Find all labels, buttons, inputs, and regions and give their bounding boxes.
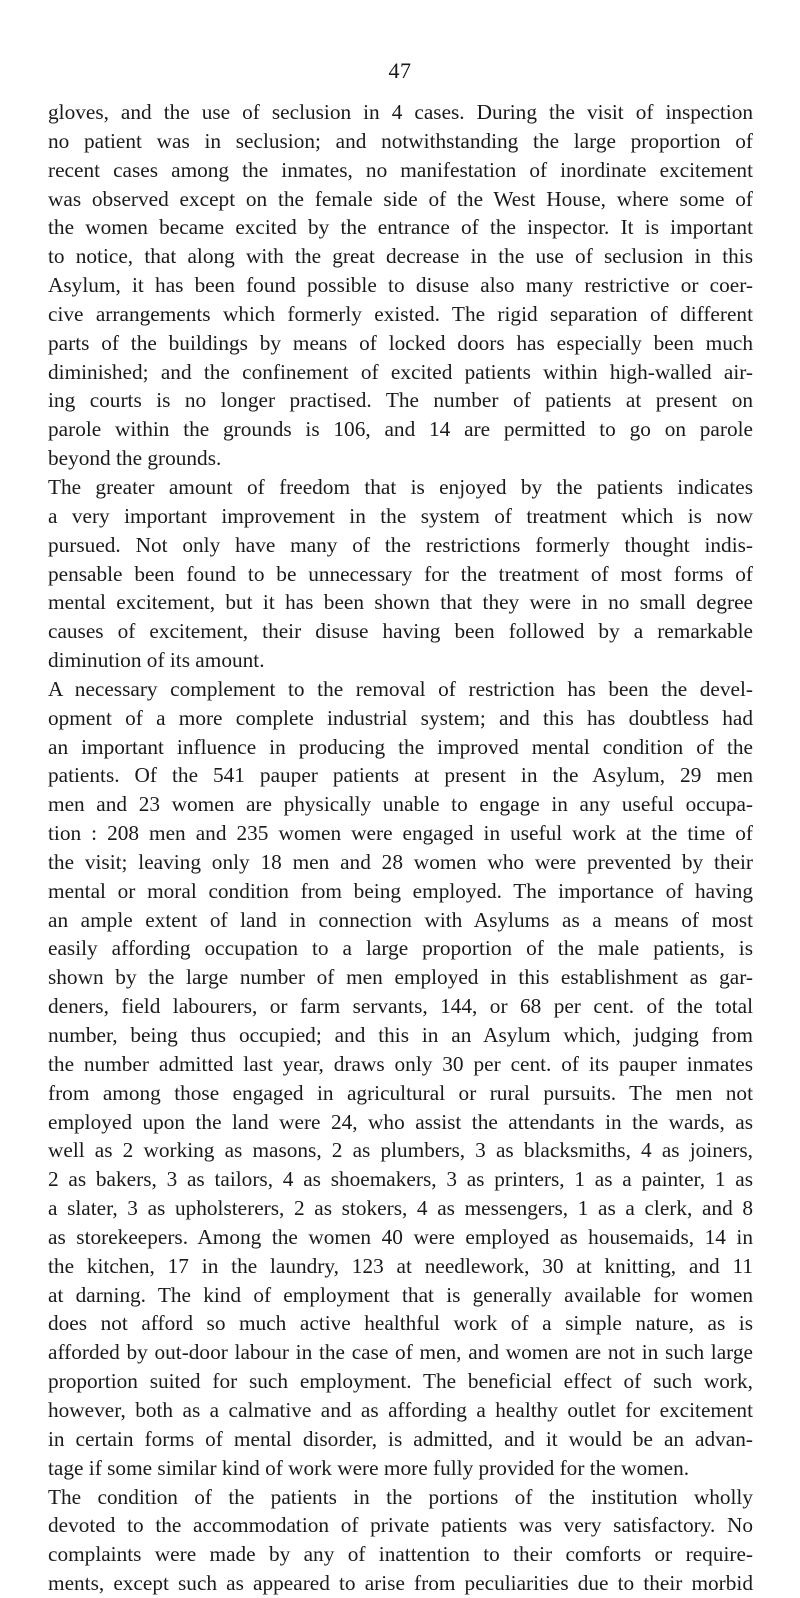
text-line: gloves, and the use of seclusion in 4 cases. During the visit of inspection <box>48 100 753 124</box>
text-line: 2 as bakers, 3 as tailors, 4 as shoemakers, 3 as printers, 1 as a painter, 1 as <box>48 1167 753 1192</box>
text-line: easily affording occupation to a large proportion of the male patients, is <box>48 936 753 961</box>
text-line: however, both as a calmative and as affording a healthy outlet for excitement <box>48 1397 753 1422</box>
text-line: ing courts is no longer practised. The number of patients at present on <box>48 388 753 413</box>
text-line: no patient was in seclusion; and notwithstanding the large proportion of <box>48 128 753 153</box>
text-line: recent cases among the inmates, no manifestation of inordinate excitement <box>48 157 753 182</box>
text-line: the number admitted last year, draws only 30 per cent. of its pauper inmates <box>48 1051 753 1076</box>
text-line: number, being thus occupied; and this in an Asylum which, judging from <box>48 1023 753 1047</box>
text-line: proportion suited for such employment. The beneficial effect of such work, <box>48 1369 753 1394</box>
text-line: an important influence in producing the improved mental condition of the <box>48 734 753 759</box>
text-line: complaints were made by any of inattention to their comforts or require- <box>48 1542 753 1567</box>
text-line: mental excitement, but it has been shown that they were in no small degree <box>48 590 753 615</box>
text-line: tion : 208 men and 235 women were engaged in useful work at the time of <box>48 821 753 846</box>
text-line: afforded by out-door labour in the case of men, and women are not in such large <box>48 1340 753 1365</box>
text-line: tage if some similar kind of work were more fully provided for the women. <box>48 1455 690 1480</box>
text-line: cive arrangements which formerly existed. The rigid separation of different <box>48 301 753 326</box>
text-line: as storekeepers. Among the women 40 were employed as housemaids, 14 in <box>48 1224 753 1249</box>
text-line: diminution of its amount. <box>48 648 265 673</box>
text-line: well as 2 working as masons, 2 as plumbers, 3 as blacksmiths, 4 as joiners, <box>48 1138 753 1163</box>
text-line: men and 23 women are physically unable to engage in any useful occupa- <box>48 792 753 817</box>
text-line: beyond the grounds. <box>48 446 222 471</box>
text-line: an ample extent of land in connection with Asylums as a means of most <box>48 907 753 932</box>
text-line: patients. Of the 541 pauper patients at present in the Asylum, 29 men <box>48 763 753 788</box>
text-line: from among those engaged in agricultural or rural pursuits. The men not <box>48 1080 753 1105</box>
text-line: ments, except such as appeared to arise from peculiarities due to their morbid <box>48 1571 753 1596</box>
text-line: devoted to the accommodation of private patients was very satisfactory. No <box>48 1513 753 1538</box>
text-line: the kitchen, 17 in the laundry, 123 at needlework, 30 at knitting, and 11 <box>48 1253 753 1278</box>
body-text <box>48 98 753 1598</box>
text-line: causes of excitement, their disuse having been followed by a remarkable <box>48 619 753 644</box>
text-line: does not afford so much active healthful work of a simple nature, as is <box>48 1311 753 1336</box>
text-line: pursued. Not only have many of the restrictions formerly thought indis- <box>48 532 753 557</box>
text-line: parts of the buildings by means of locked doors has especially been much <box>48 330 753 355</box>
text-line: at darning. The kind of employment that is generally available for women <box>48 1282 753 1307</box>
text-line: diminished; and the confinement of excited patients within high-walled air- <box>48 359 753 384</box>
text-line: employed upon the land were 24, who assist the attendants in the wards, as <box>48 1109 753 1134</box>
text-line: to notice, that along with the great decrease in the use of seclusion in this <box>48 244 753 269</box>
text-line: pensable been found to be unnecessary for the treatment of most forms of <box>48 561 753 586</box>
text-line: the visit; leaving only 18 men and 28 women who were prevented by their <box>48 849 753 874</box>
text-line: a very important improvement in the system of treatment which is now <box>48 503 753 528</box>
text-line: parole within the grounds is 106, and 14 are permitted to go on parole <box>48 417 753 442</box>
text-line: deners, field labourers, or farm servants, 144, or 68 per cent. of the total <box>48 994 753 1019</box>
text-line: The greater amount of freedom that is enjoyed by the patients indicates <box>48 474 753 499</box>
text-line: was observed except on the female side of the West House, where some of <box>48 186 753 211</box>
text-line: shown by the large number of men employed in this establishment as gar- <box>48 965 753 990</box>
text-line: a slater, 3 as upholsterers, 2 as stokers, 4 as messengers, 1 as a clerk, and 8 <box>48 1196 753 1221</box>
text-line: Asylum, it has been found possible to disuse also many restrictive or coer- <box>48 273 753 298</box>
text-line: mental or moral condition from being employed. The importance of having <box>48 878 753 903</box>
page-number: 47 <box>388 58 412 83</box>
text-line: in certain forms of mental disorder, is admitted, and it would be an advan- <box>48 1426 753 1451</box>
text-line: opment of a more complete industrial system; and this has doubtless had <box>48 705 753 730</box>
text-line: A necessary complement to the removal of restriction has been the devel- <box>48 676 753 701</box>
text-line: The condition of the patients in the portions of the institution wholly <box>48 1484 753 1509</box>
text-line: the women became excited by the entrance of the inspector. It is important <box>48 215 753 240</box>
